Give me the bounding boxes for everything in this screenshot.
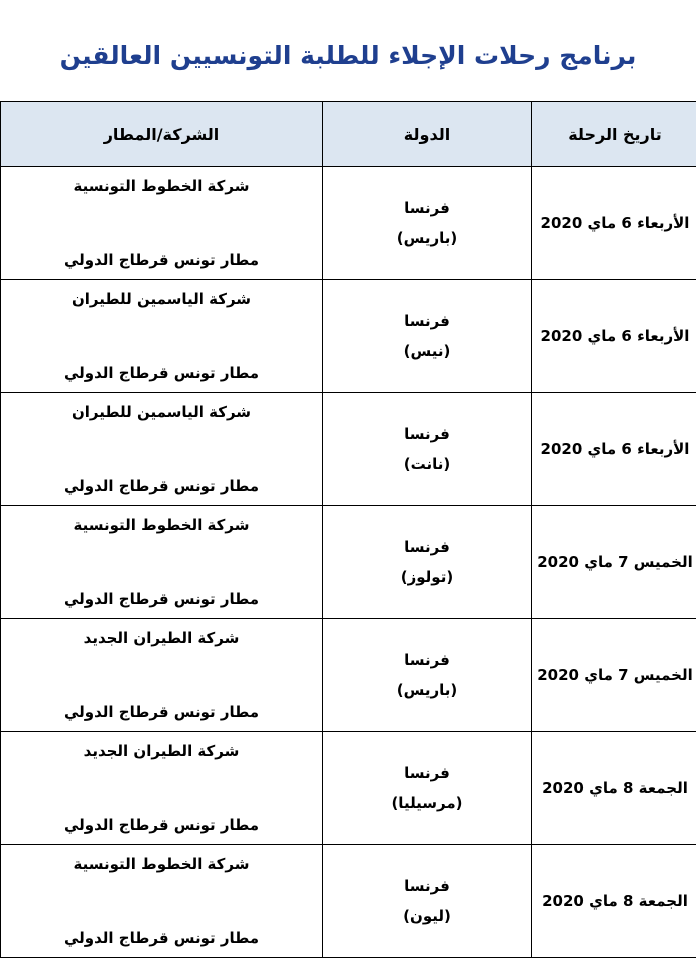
page-title: برنامج رحلات الإجلاء للطلبة التونسيين العالقين (59, 41, 637, 70)
airline-cell (1, 280, 323, 393)
airline-name: شركة الياسمين للطيران (71, 403, 252, 421)
airline-cell (1, 506, 323, 619)
table-row (1, 167, 696, 280)
airline-name: شركة الخطوط التونسية (73, 177, 250, 195)
airline-cell (1, 393, 323, 506)
airline-cell (1, 845, 323, 958)
city-name: (ليون) (403, 907, 451, 925)
header-country: الدولة (323, 102, 532, 167)
flights-table (0, 101, 696, 958)
date-cell: الخميس 7 ماي 2020 (532, 506, 696, 619)
country-cell (323, 732, 532, 845)
date-cell: الأربعاء 6 ماي 2020 (532, 167, 696, 280)
country-cell (323, 619, 532, 732)
country-name: فرنسا (404, 199, 450, 217)
airport-name: مطار تونس قرطاج الدولي (64, 816, 259, 834)
airline-name: شركة الخطوط التونسية (73, 516, 250, 534)
table-row (1, 506, 696, 619)
city-name: (تولوز) (400, 568, 454, 586)
airline-name: شركة الياسمين للطيران (71, 290, 252, 308)
country-cell (323, 845, 532, 958)
airport-name: مطار تونس قرطاج الدولي (64, 364, 259, 382)
table-row (1, 280, 696, 393)
airline-cell (1, 732, 323, 845)
table-row (1, 393, 696, 506)
city-name: (باريس) (396, 681, 458, 699)
airport-name: مطار تونس قرطاج الدولي (64, 251, 259, 269)
table-header-row (1, 102, 696, 167)
country-name: فرنسا (404, 425, 450, 443)
country-cell (323, 280, 532, 393)
city-name: (نيس) (403, 342, 451, 360)
city-name: (باريس) (396, 229, 458, 247)
header-date: تاريخ الرحلة (532, 102, 696, 167)
airline-cell (1, 167, 323, 280)
country-name: فرنسا (404, 312, 450, 330)
date-cell: الخميس 7 ماي 2020 (532, 619, 696, 732)
airport-name: مطار تونس قرطاج الدولي (64, 929, 259, 947)
airline-cell (1, 619, 323, 732)
airline-name: شركة الطيران الجديد (83, 629, 240, 647)
date-cell: الأربعاء 6 ماي 2020 (532, 393, 696, 506)
header-airline: الشركة/المطار (1, 102, 323, 167)
table-row (1, 845, 696, 958)
country-name: فرنسا (404, 651, 450, 669)
country-cell (323, 393, 532, 506)
table-row (1, 619, 696, 732)
country-cell (323, 506, 532, 619)
city-name: (نانت) (403, 455, 451, 473)
airline-name: شركة الخطوط التونسية (73, 855, 250, 873)
airport-name: مطار تونس قرطاج الدولي (64, 477, 259, 495)
country-cell (323, 167, 532, 280)
airline-name: شركة الطيران الجديد (83, 742, 240, 760)
country-name: فرنسا (404, 764, 450, 782)
date-cell: الجمعة 8 ماي 2020 (532, 845, 696, 958)
date-cell: الأربعاء 6 ماي 2020 (532, 280, 696, 393)
table-row (1, 732, 696, 845)
airport-name: مطار تونس قرطاج الدولي (64, 703, 259, 721)
date-cell: الجمعة 8 ماي 2020 (532, 732, 696, 845)
country-name: فرنسا (404, 538, 450, 556)
city-name: (مرسيليا) (391, 794, 463, 812)
airport-name: مطار تونس قرطاج الدولي (64, 590, 259, 608)
country-name: فرنسا (404, 877, 450, 895)
